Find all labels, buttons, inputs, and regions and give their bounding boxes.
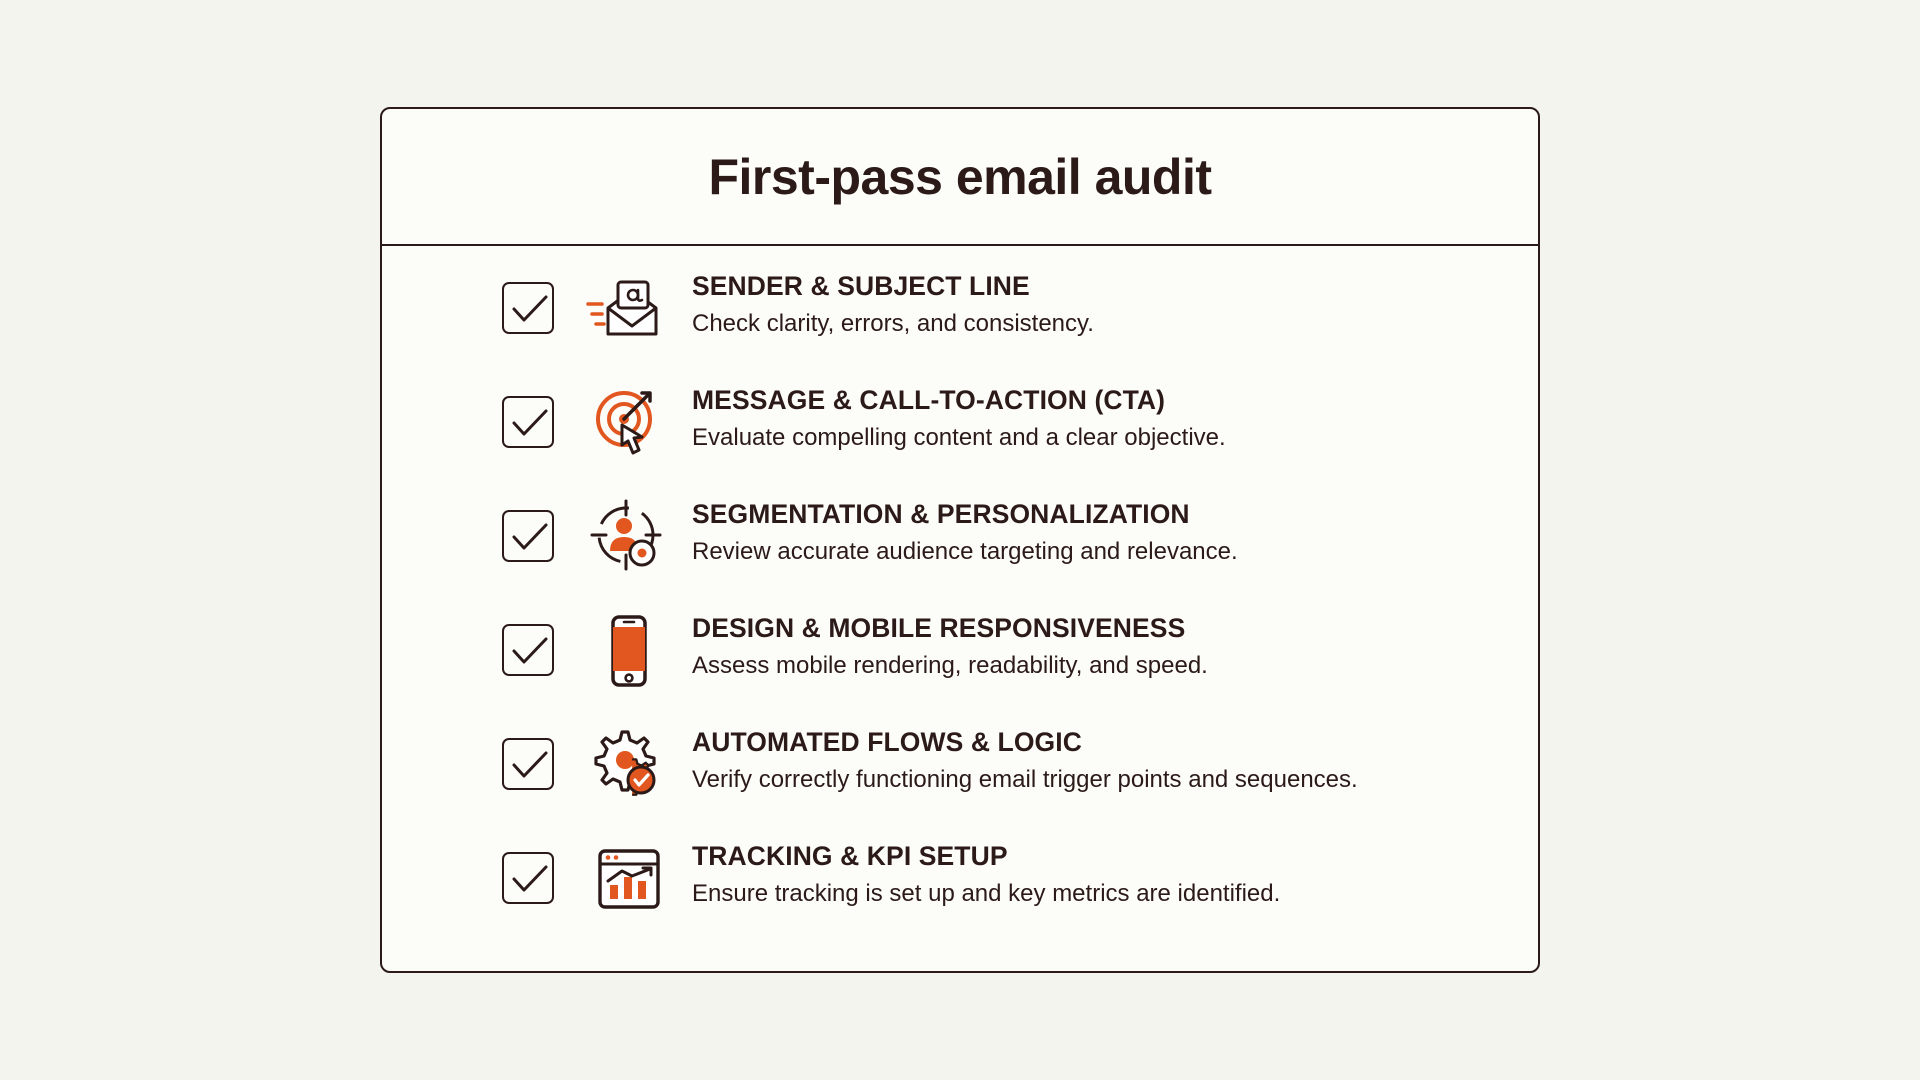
list-item[interactable]: [382, 264, 1538, 378]
list-item-text: [692, 834, 1280, 909]
mobile-phone-icon: [580, 612, 676, 690]
list-item-title: SENDER & SUBJECT LINE: [692, 271, 1030, 301]
checkbox-automated-flows[interactable]: [502, 738, 554, 790]
list-item-description: Review accurate audience targeting and relevance.: [692, 538, 1238, 566]
list-item-description: Check clarity, errors, and consistency.: [692, 310, 1094, 338]
checklist: [382, 246, 1538, 948]
list-item-description: Assess mobile rendering, readability, and speed.: [692, 652, 1208, 680]
list-item-title: DESIGN & MOBILE RESPONSIVENESS: [692, 613, 1186, 643]
list-item-title: AUTOMATED FLOWS & LOGIC: [692, 727, 1082, 757]
card-header: [382, 109, 1538, 246]
list-item-text: [692, 492, 1238, 567]
email-envelope-at-icon: [580, 270, 676, 348]
list-item-title: SEGMENTATION & PERSONALIZATION: [692, 499, 1190, 529]
list-item[interactable]: [382, 834, 1538, 948]
list-item[interactable]: [382, 378, 1538, 492]
target-click-icon: [580, 384, 676, 462]
check-icon: [512, 523, 548, 553]
list-item-text: [692, 606, 1208, 681]
list-item-text: [692, 264, 1094, 339]
list-item-text: [692, 378, 1226, 453]
list-item-text: [692, 720, 1358, 795]
list-item[interactable]: [382, 606, 1538, 720]
list-item[interactable]: [382, 492, 1538, 606]
list-item-description: Verify correctly functioning email trigger points and sequences.: [692, 766, 1358, 794]
checkbox-message-cta[interactable]: [502, 396, 554, 448]
checkbox-segmentation-personalization[interactable]: [502, 510, 554, 562]
analytics-chart-window-icon: [580, 840, 676, 918]
checkbox-sender-subject-line[interactable]: [502, 282, 554, 334]
list-item-title: TRACKING & KPI SETUP: [692, 841, 1008, 871]
check-icon: [512, 865, 548, 895]
page-title: First-pass email audit: [708, 148, 1212, 205]
checkbox-tracking-kpi[interactable]: [502, 852, 554, 904]
list-item-description: Ensure tracking is set up and key metrics are identified.: [692, 880, 1281, 908]
check-icon: [512, 409, 548, 439]
check-icon: [512, 637, 548, 667]
check-icon: [512, 751, 548, 781]
checklist-card: [380, 107, 1540, 973]
gears-check-icon: [580, 726, 676, 804]
list-item-title: MESSAGE & CALL-TO-ACTION (CTA): [692, 385, 1166, 415]
list-item-description: Evaluate compelling content and a clear objective.: [692, 424, 1226, 452]
check-icon: [512, 295, 548, 325]
audience-target-gear-icon: [580, 498, 676, 576]
checkbox-design-mobile[interactable]: [502, 624, 554, 676]
list-item[interactable]: [382, 720, 1538, 834]
